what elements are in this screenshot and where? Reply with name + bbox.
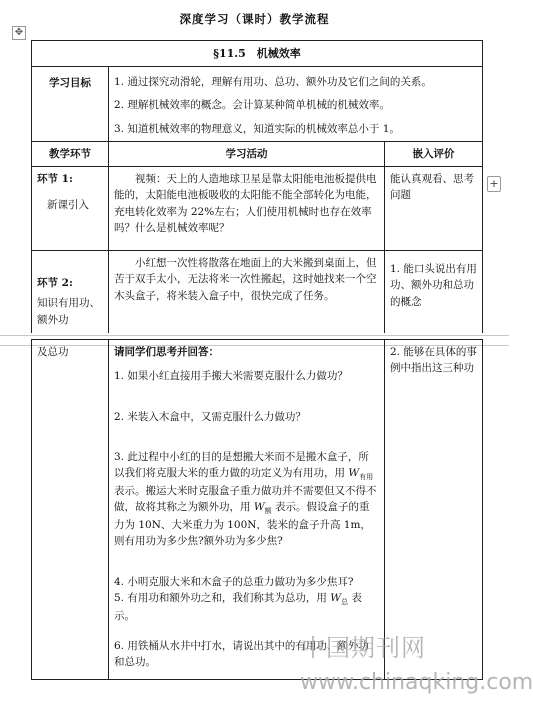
step2-sub: 知识有用功、额外功 bbox=[37, 297, 100, 326]
step1-activity: 视频：天上的人造地球卫星是靠太阳能电池板提供电能的，太阳能电池板吸收的太阳能不能全部转化为电能，充电转化效率为 22%左右；人们使用机械时也存在效率吗？什么是机械效率呢？ bbox=[109, 167, 385, 251]
step2-eval-2: 2. 能够在具体的事例中指出这三种功 bbox=[385, 340, 483, 680]
lesson-table-page2 bbox=[31, 339, 483, 680]
header-activity: 学习活动 bbox=[109, 141, 385, 166]
step2-label: 环节 2: bbox=[37, 277, 73, 290]
step2-questions bbox=[109, 340, 385, 680]
question-3: 3. 此过程中小红的目的是想搬大米而不是搬木盒子，所以我们将克服大米的重力做的功定义为有用功，用 $W_{有用}$ 表示。搬运大米时克服盒子重力做功并不需要但又不得不做，故将其称之为额外功，用 $W_额$ 表示。假设盒子的重力为 10N、大米重力为 100N，装米的盒子升高 1m，则有用功为多少焦?额外功为多少焦? bbox=[114, 450, 377, 548]
add-column-plus-icon[interactable]: + bbox=[487, 176, 501, 192]
step2-sub-continued: 及总功 bbox=[32, 340, 109, 680]
step2-activity: 小红想一次性将散落在地面上的大米搬到桌面上，但苦于双手太小，无法将米一次性搬起，这时她找来一个空木头盒子，将米装入盒子中，很快完成了任务。 bbox=[109, 251, 385, 339]
question-4: 4. 小明克服大米和木盒子的总重力做功为多少焦耳? bbox=[114, 575, 354, 588]
questions-prompt: 请同学们思考并回答： bbox=[114, 346, 219, 358]
question-2: 2. 米装入木盒中，又需克服什么力做功？ bbox=[114, 410, 306, 423]
goal-item: 3. 知道机械效率的物理意义，知道实际的机械效率总小于 1。 bbox=[114, 122, 400, 135]
step2-cell bbox=[32, 251, 109, 339]
step1-cell bbox=[32, 167, 109, 251]
question-1: 1. 如果小红直接用手搬大米需要克服什么力做功？ bbox=[114, 370, 348, 383]
document-title: 深度学习（课时）教学流程 bbox=[179, 12, 330, 26]
watermark-logo-text: 中国期刊网 bbox=[301, 634, 426, 662]
step2-eval-1: 1. 能口头说出有用功、额外功和总功的概念 bbox=[385, 251, 483, 339]
header-step: 教学环节 bbox=[32, 141, 109, 166]
question-6: 6. 用铁桶从水井中打水，请说出其中的有用功、额外功和总功。 bbox=[114, 640, 369, 669]
step1-label: 环节 1: bbox=[37, 173, 73, 186]
lesson-table-page1 bbox=[31, 40, 483, 339]
watermark-url: www.chinaqking.com bbox=[300, 670, 533, 695]
step1-eval: 能认真观看、思考问题 bbox=[385, 167, 483, 251]
goal-item: 2. 理解机械效率的概念。会计算某种简单机械的机械效率。 bbox=[114, 99, 390, 112]
learning-goals-list bbox=[109, 67, 483, 142]
section-title: §11.5 机械效率 bbox=[32, 41, 483, 67]
goal-item: 1. 通过探究动滑轮，理解有用功、总功、额外功及它们之间的关系。 bbox=[114, 76, 432, 89]
step1-sub: 新课引入 bbox=[47, 199, 89, 212]
header-eval: 嵌入评价 bbox=[385, 141, 483, 166]
table-move-handle-icon[interactable]: ✥ bbox=[12, 26, 26, 40]
learning-goals-label: 学习目标 bbox=[32, 67, 109, 142]
question-5: 5. 有用功和额外功之和，我们称其为总功，用 $W_总$ 表示。 bbox=[114, 592, 362, 622]
